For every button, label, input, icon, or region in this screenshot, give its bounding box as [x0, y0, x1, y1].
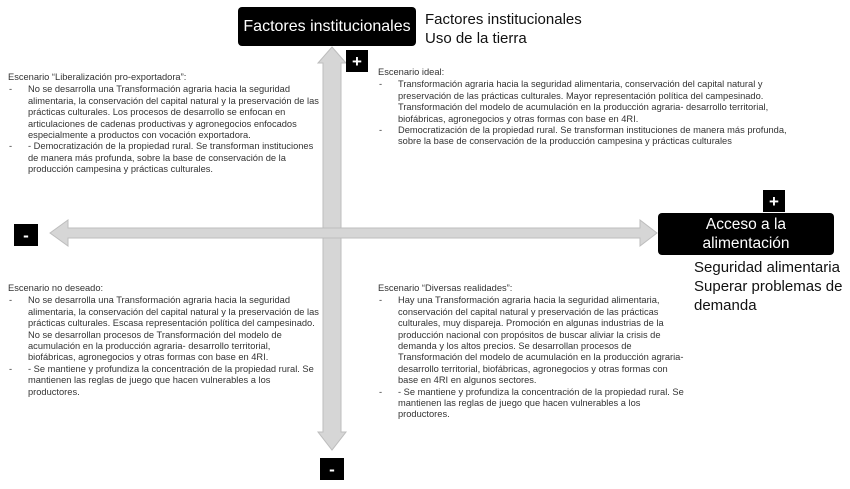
right-axis-box	[658, 213, 834, 255]
top-axis-labels	[425, 10, 582, 48]
right-axis-labels	[694, 258, 844, 315]
scenario-bottom-left	[8, 283, 320, 398]
scenario-item: - No se desarrolla una Transformación agraria hacia la seguridad alimentaria, la conservación del capital natural y la preservación de las prácticas culturales. Escasa representación política del campesinado. No se desarrollan procesos de Transformación del modelo de acumulación en la producción agraria- desarrollo territorial, biofábricas, agronegocios y otras formas con base en 4RI.	[8, 295, 320, 363]
left-minus-sign: -	[14, 224, 38, 246]
right-axis-title: Acceso a la alimentación	[702, 216, 790, 252]
scenario-title: Escenario ideal:	[378, 67, 445, 77]
scenario-title: Escenario “Diversas realidades”:	[378, 283, 513, 293]
scenario-item: - - Se mantiene y profundiza la concentración de la propiedad rural. Se mantienen las reglas de juego que hacen vulnerables a los productores.	[8, 364, 320, 398]
top-axis-title: Factores institucionales	[243, 17, 411, 35]
scenario-item: - No se desarrolla una Transformación agraria hacia la seguridad alimentaria, la conservación del capital natural y la preservación de las prácticas culturales. Los procesos de desarrollo se enfocan en articulaciones de cadenas productivas y agronegocios enfocados especialmente a productos con vocación exportadora.	[8, 84, 320, 141]
scenario-title: Escenario no deseado:	[8, 283, 104, 293]
top-axis-box	[238, 7, 416, 46]
right-label-2: Superar problemas de demanda	[694, 278, 843, 314]
right-label-1: Seguridad alimentaria	[694, 259, 840, 276]
right-plus-sign: +	[763, 190, 785, 212]
bottom-minus-sign: -	[320, 458, 344, 480]
scenario-item: - Democratización de la propiedad rural. Se transforman instituciones de manera más profunda, sobre la base de conservación de la producción campesina y prácticas culturales	[378, 125, 800, 148]
scenario-top-left	[8, 72, 320, 176]
scenario-bottom-right	[378, 283, 690, 421]
scenario-title: Escenario “Liberalización pro-exportadora”:	[8, 72, 187, 82]
top-label-1: Factores institucionales	[425, 11, 582, 28]
top-label-2: Uso de la tierra	[425, 30, 527, 47]
vertical-axis-arrow	[318, 47, 346, 450]
scenario-top-right	[378, 67, 800, 148]
top-plus-sign: +	[346, 50, 368, 72]
horizontal-axis-arrow	[50, 220, 657, 246]
scenario-item: - - Se mantiene y profundiza la concentración de la propiedad rural. Se mantienen las reglas de juego que hacen vulnerables a los productores.	[378, 387, 690, 421]
scenario-item: - Transformación agraria hacia la seguridad alimentaria, conservación del capital natural y preservación de las prácticas culturales. Mayor representación política del campesinado. Transformación del modelo de acumulación en la producción agraria- desarrollo territorial, biofábricas, agronegocios y otras formas con base en 4RI.	[378, 79, 800, 125]
scenario-item: - Hay una Transformación agraria hacia la seguridad alimentaria, conservación del capital natural y preservación de las prácticas culturales, muy dispareja. Promoción en algunas industrias de la producción nacional con propósitos de buscar aliviar la crisis de demanda y los altos precios. Se desarrollan procesos de Transformación del modelo de acumulación en la producción agraria- desarrollo territorial, biofábricas, agronegocios y otras formas con base en 4RI en algunos sectores.	[378, 295, 690, 386]
scenario-item: - - Democratización de la propiedad rural. Se transforman instituciones de manera más profunda, sobre la base de conservación de la producción campesina y prácticas culturales.	[8, 141, 320, 175]
